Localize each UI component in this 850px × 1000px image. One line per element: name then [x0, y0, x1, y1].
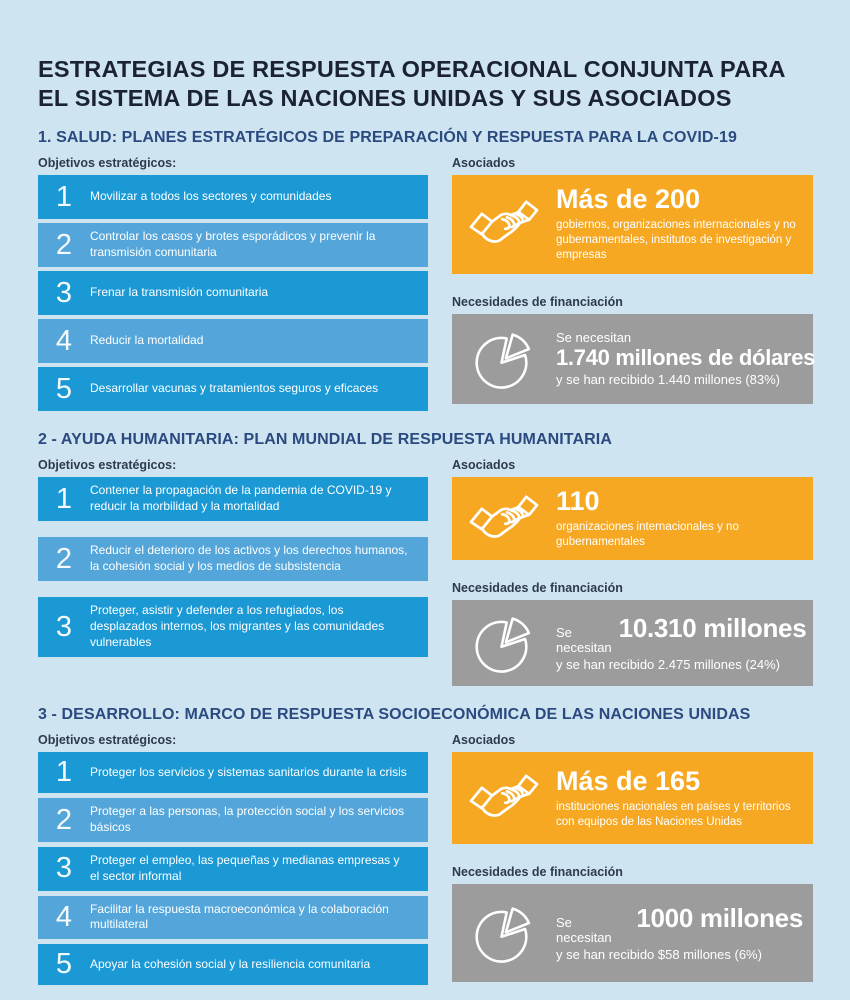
objective-number: 4 — [55, 324, 73, 357]
objectives-list — [38, 752, 428, 985]
section-salud — [38, 129, 816, 411]
section-1-header: 1. SALUD: PLANES ESTRATÉGICOS DE PREPARACIÓN Y RESPUESTA PARA LA COVID-19 — [38, 129, 737, 147]
pie-chart-icon — [473, 328, 535, 390]
objective-item — [38, 271, 428, 315]
handshake-icon-slot — [464, 490, 544, 548]
handshake-icon-slot — [464, 195, 544, 253]
handshake-icon — [468, 490, 540, 548]
objective-number: 3 — [55, 610, 73, 643]
objective-item — [38, 175, 428, 219]
section-2-header: 2 - AYUDA HUMANITARIA: PLAN MUNDIAL DE RESPUESTA HUMANITARIA — [38, 431, 612, 449]
partners-box — [452, 175, 813, 273]
objective-item — [38, 537, 428, 581]
funding-amount: 1000 millones — [636, 903, 803, 934]
objective-item — [38, 896, 428, 940]
objective-text: Apoyar la cohesión social y la resiliencia comunitaria — [90, 956, 371, 971]
pie-chart-icon — [473, 902, 535, 964]
objective-item — [38, 944, 428, 985]
partners-label: Asociados — [452, 458, 516, 473]
objective-number: 2 — [55, 803, 73, 836]
objective-item — [38, 847, 428, 891]
objective-item — [38, 477, 428, 521]
page-title: ESTRATEGIAS DE RESPUESTA OPERACIONAL CONJUNTA PARA EL SISTEMA DE LAS NACIONES UNIDAS Y SUS ASOCIADOS — [38, 56, 785, 111]
handshake-icon-slot — [464, 769, 544, 827]
objective-text: Facilitar la respuesta macroeconómica y la colaboración multilateral — [90, 901, 389, 932]
objective-text: Controlar los casos y brotes esporádicos y prevenir la transmisión comunitaria — [90, 229, 376, 260]
objective-number: 4 — [55, 900, 73, 933]
partners-headline: Más de 165 — [556, 765, 701, 796]
objective-text: Desarrollar vacunas y tratamientos seguros y eficaces — [90, 381, 379, 396]
section-3-header: 3 - DESARROLLO: MARCO DE RESPUESTA SOCIOECONÓMICA DE LAS NACIONES UNIDAS — [38, 706, 751, 724]
objective-number: 1 — [55, 482, 73, 515]
objective-number: 1 — [55, 756, 73, 789]
objective-text: Contener la propagación de la pandemia de COVID-19 y reducir la morbilidad y la mortalidad — [90, 483, 392, 514]
partners-label: Asociados — [452, 733, 516, 748]
partners-description: gobiernos, organizaciones internacionales y no gubernamentales, institutos de investigación y empresas — [556, 219, 796, 262]
objective-text: Movilizar a todos los sectores y comunidades — [90, 189, 332, 204]
objective-text: Proteger los servicios y sistemas sanitarios durante la crisis — [90, 764, 407, 779]
objectives-label: Objetivos estratégicos: — [38, 733, 177, 748]
objective-number: 5 — [55, 372, 73, 405]
partners-description: organizaciones internacionales y no gubernamentales — [556, 521, 739, 549]
objective-text: Reducir el deterioro de los activos y los derechos humanos, la cohesión social y los medios de subsistencia — [90, 543, 408, 574]
funding-label: Necesidades de financiación — [452, 294, 623, 309]
objective-text: Proteger a las personas, la protección social y los servicios básicos — [90, 804, 405, 835]
partners-headline: 110 — [556, 486, 600, 517]
objective-text: Proteger el empleo, las pequeñas y medianas empresas y el sector informal — [90, 853, 400, 883]
objective-number: 2 — [55, 228, 73, 261]
objective-number: 3 — [55, 852, 73, 885]
objective-text: Reducir la mortalidad — [90, 333, 204, 348]
funding-amount: 1.740 millones de dólares — [556, 344, 816, 370]
funding-intro: Se necesitan — [556, 915, 612, 946]
pie-chart-icon-slot — [464, 328, 544, 390]
partners-description: instituciones nacionales en países y territorios con equipos de las Naciones Unidas — [556, 800, 791, 828]
funding-box — [452, 314, 816, 404]
partners-box — [452, 752, 813, 844]
objective-number: 1 — [55, 180, 73, 213]
objective-number: 5 — [55, 948, 73, 981]
funding-intro: Se necesitan — [556, 329, 632, 345]
objective-text: Frenar la transmisión comunitaria — [90, 285, 269, 300]
objective-item — [38, 752, 428, 793]
objective-item — [38, 319, 428, 363]
funding-received: y se han recibido 1.440 millones (83%) — [556, 372, 781, 388]
pie-chart-icon — [473, 612, 535, 674]
objectives-list — [38, 175, 428, 411]
pie-chart-icon-slot — [464, 902, 544, 964]
objectives-label: Objetivos estratégicos: — [38, 458, 177, 473]
objective-number: 3 — [55, 276, 73, 309]
partners-headline: Más de 200 — [556, 184, 701, 215]
objective-item — [38, 223, 428, 267]
funding-received: y se han recibido $58 millones (6%) — [556, 947, 762, 963]
pie-chart-icon-slot — [464, 612, 544, 674]
section-ayuda-humanitaria — [38, 431, 813, 686]
objective-text: Proteger, asistir y defender a los refugiados, los desplazados internos, los migrantes y las comunidades vulnerables — [90, 603, 385, 649]
objectives-label: Objetivos estratégicos: — [38, 156, 177, 171]
funding-received: y se han recibido 2.475 millones (24%) — [556, 657, 781, 673]
handshake-icon — [468, 195, 540, 253]
objective-item — [38, 597, 428, 656]
objective-number: 2 — [55, 542, 73, 575]
funding-amount: 10.310 millones — [618, 613, 807, 644]
objective-item — [38, 798, 428, 842]
funding-label: Necesidades de financiación — [452, 865, 623, 880]
funding-intro: Se necesitan — [556, 625, 612, 656]
funding-box — [452, 600, 813, 686]
section-desarrollo — [38, 706, 813, 985]
partners-box — [452, 477, 813, 560]
objectives-list — [38, 477, 428, 656]
objective-item — [38, 367, 428, 411]
funding-box — [452, 884, 813, 982]
handshake-icon — [468, 769, 540, 827]
funding-label: Necesidades de financiación — [452, 581, 623, 596]
partners-label: Asociados — [452, 156, 516, 171]
